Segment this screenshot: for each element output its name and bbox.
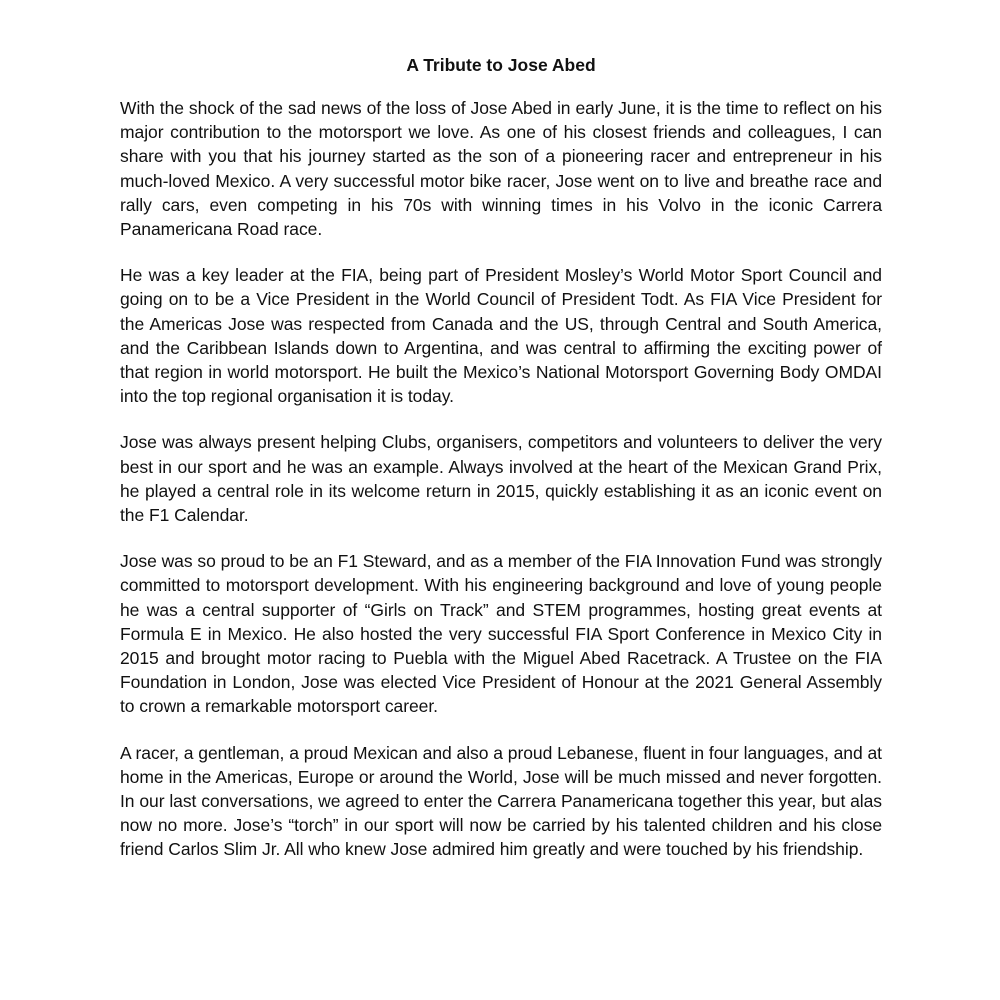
paragraph-fia-leadership: He was a key leader at the FIA, being part of President Mosley’s World Motor Sport Council and going on to be a Vice President in the World Council of President Todt. As FIA Vice President for the Americas Jose was respected from Canada and the US, through Central and South America, and the Caribbean Islands down to Argentina, and was central to affirming the exciting power of that region in world motorsport. He built the Mexico’s National Motorsport Governing Body OMDAI into the top regional organisation it is today. xyxy=(120,265,882,407)
paragraph-f1-steward: Jose was so proud to be an F1 Steward, and as a member of the FIA Innovation Fund was strongly committed to motorsport development. With his engineering background and love of young people he was a central supporter of “Girls on Track” and STEM programmes, hosting great events at Formula E in Mexico. He also hosted the very successful FIA Sport Conference in Mexico City in 2015 and brought motor racing to Puebla with the Miguel Abed Racetrack. A Trustee on the FIA Foundation in London, Jose was elected Vice President of Honour at the 2021 General Assembly to crown a remarkable motorsport career. xyxy=(120,551,882,717)
document-title: A Tribute to Jose Abed xyxy=(406,55,596,75)
paragraph-mexican-grand-prix: Jose was always present helping Clubs, organisers, competitors and volunteers to deliver the very best in our sport and he was an example. Always involved at the heart of the Mexican Grand Prix, he played a central role in its welcome return in 2015, quickly establishing it as an iconic event on the F1 Calendar. xyxy=(120,432,882,526)
paragraph-early-life: With the shock of the sad news of the loss of Jose Abed in early June, it is the time to reflect on his major contribution to the motorsport we love. As one of his closest friends and colleagues, I can share with you that his journey started as the son of a pioneering racer and entrepreneur in his much-loved Mexico. A very successful motor bike racer, Jose went on to live and breathe race and rally cars, even competing in his 70s with winning times in his Volvo in the iconic Carrera Panamericana Road race. xyxy=(120,98,882,240)
document-page xyxy=(120,52,882,884)
paragraph-farewell: A racer, a gentleman, a proud Mexican and also a proud Lebanese, fluent in four languages, and at home in the Americas, Europe or around the World, Jose will be much missed and never forgotten. In our last conversations, we agreed to enter the Carrera Panamericana together this year, but alas now no more. Jose’s “torch” in our sport will now be carried by his talented children and his close friend Carlos Slim Jr. All who knew Jose admired him greatly and were touched by his friendship. xyxy=(120,742,882,860)
